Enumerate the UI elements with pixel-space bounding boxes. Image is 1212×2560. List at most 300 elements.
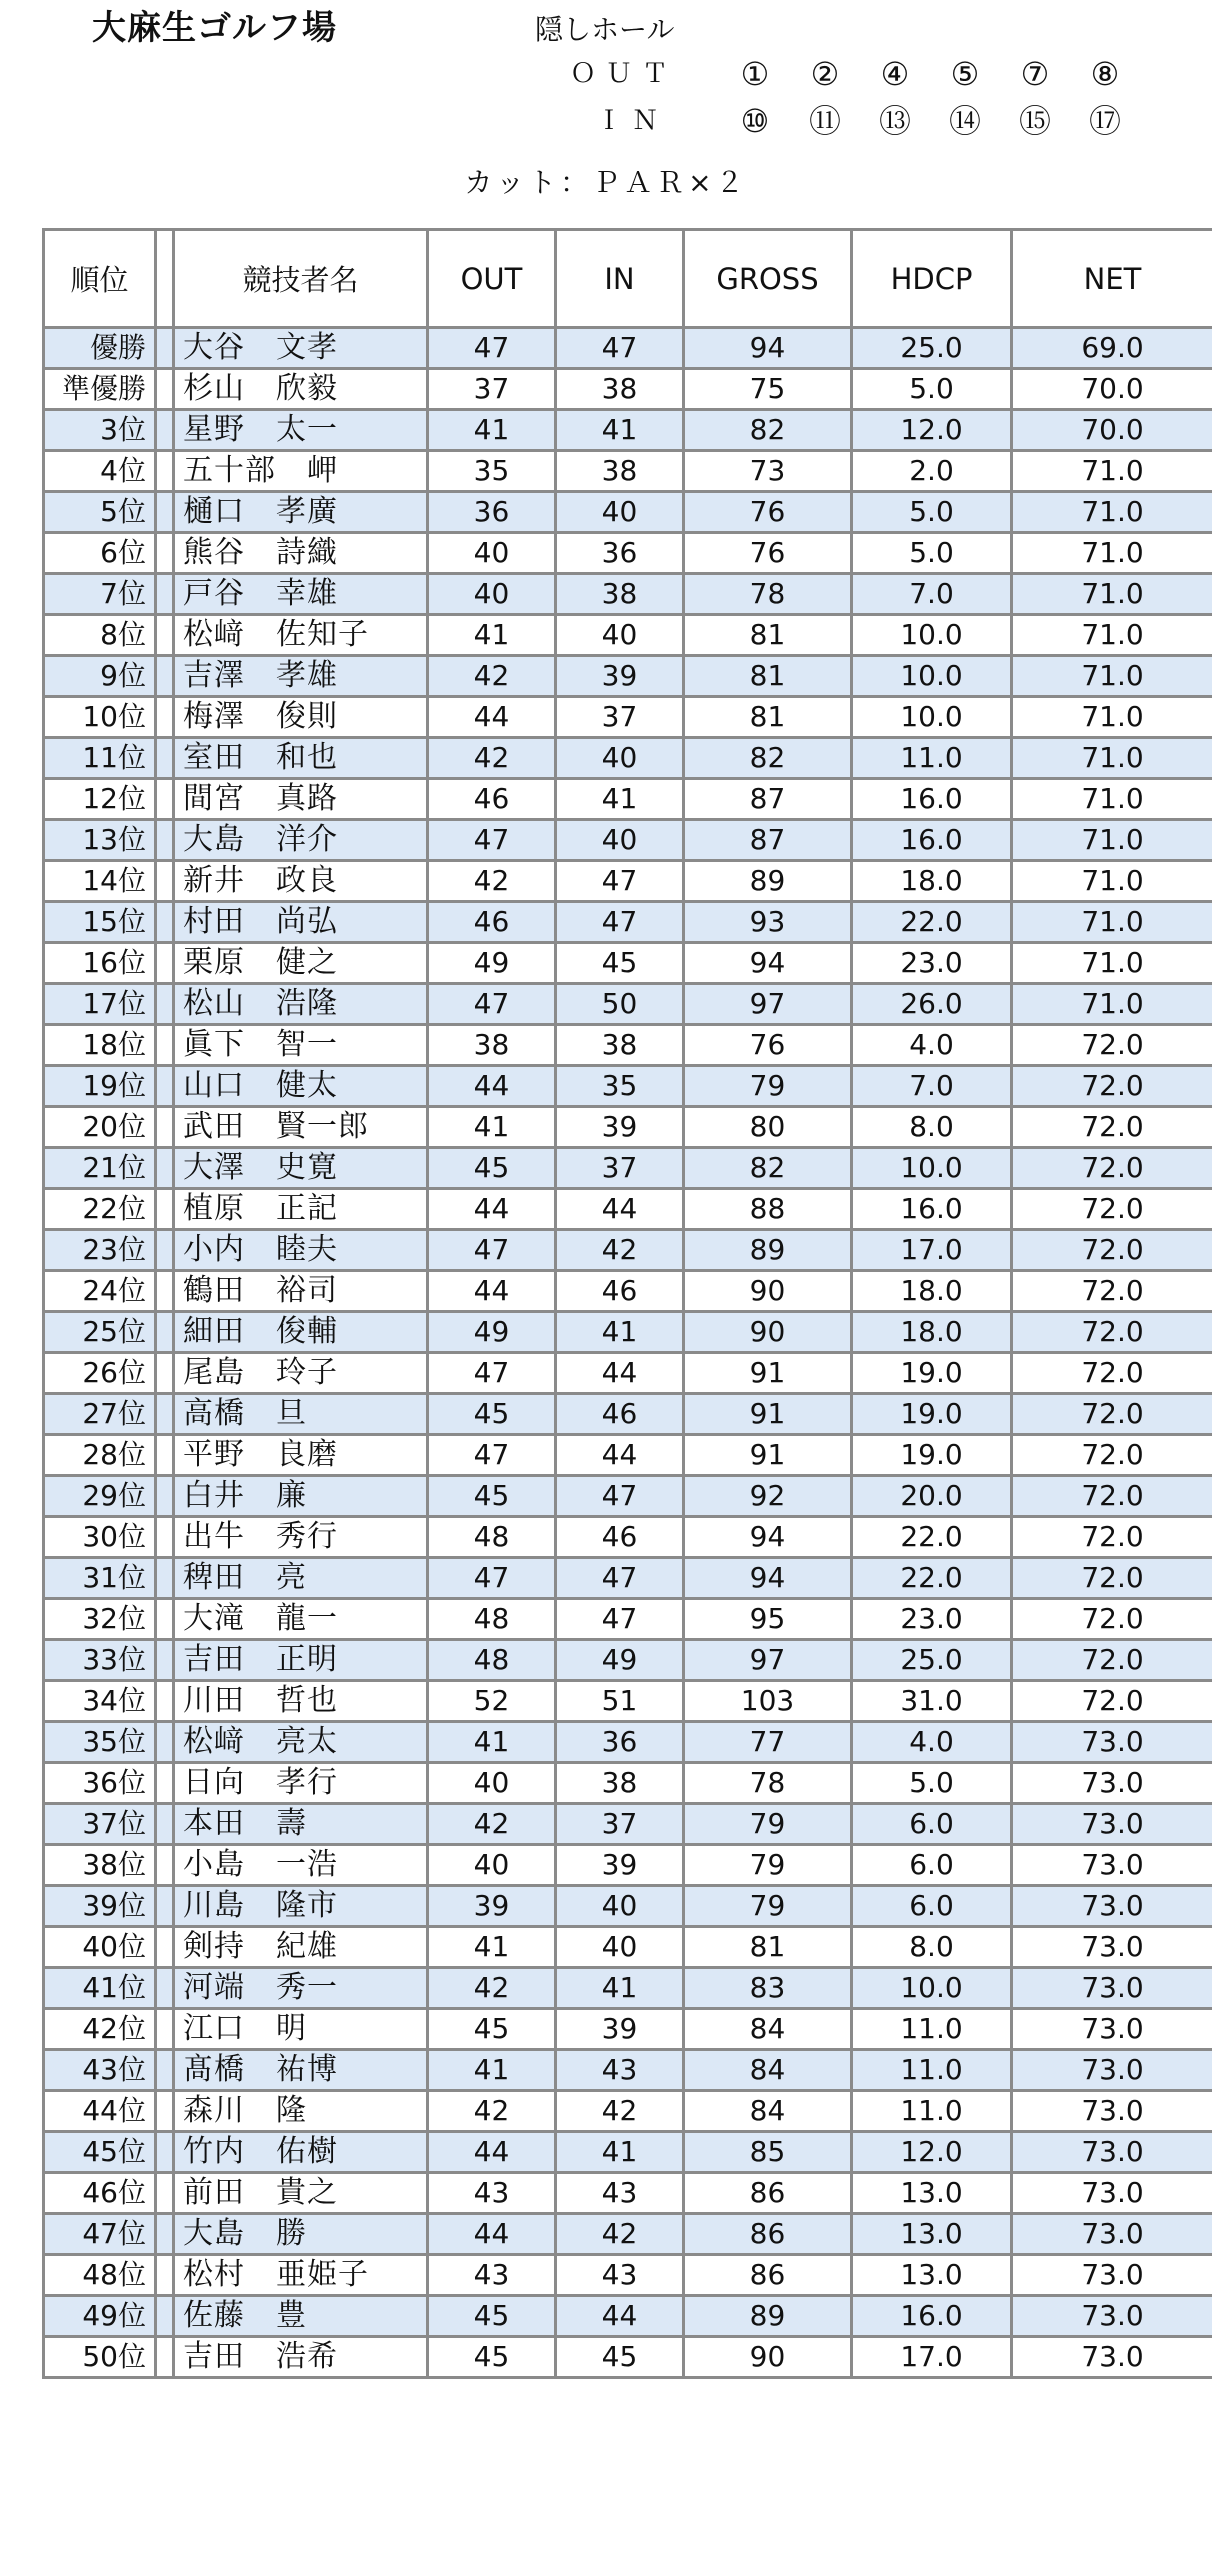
cell-in: 40 <box>556 615 684 656</box>
cell-hdcp: 23.0 <box>852 1599 1012 1640</box>
cell-out: 41 <box>428 1107 556 1148</box>
cell-competitor-name: 尾島 玲子 <box>174 1353 428 1394</box>
cell-in: 43 <box>556 2173 684 2214</box>
cell-in: 37 <box>556 1148 684 1189</box>
cell-hdcp: 13.0 <box>852 2255 1012 2296</box>
cell-rank: 6位 <box>44 533 156 574</box>
cell-rank: 31位 <box>44 1558 156 1599</box>
cell-rank: 16位 <box>44 943 156 984</box>
cell-rank: 42位 <box>44 2009 156 2050</box>
cell-net: 72.0 <box>1012 1681 1212 1722</box>
cell-gross: 89 <box>684 2296 852 2337</box>
cell-in: 47 <box>556 328 684 369</box>
table-row <box>44 1968 1212 2009</box>
cell-net: 73.0 <box>1012 1804 1212 1845</box>
cell-rank: 39位 <box>44 1886 156 1927</box>
cell-gross: 86 <box>684 2255 852 2296</box>
cell-gap <box>156 2296 174 2337</box>
table-row <box>44 1517 1212 1558</box>
cell-rank: 30位 <box>44 1517 156 1558</box>
cell-rank: 20位 <box>44 1107 156 1148</box>
cell-out: 44 <box>428 2132 556 2173</box>
cell-gross: 78 <box>684 1763 852 1804</box>
cell-net: 70.0 <box>1012 410 1212 451</box>
table-row <box>44 943 1212 984</box>
table-row <box>44 1148 1212 1189</box>
cell-rank: 4位 <box>44 451 156 492</box>
cell-out: 41 <box>428 2050 556 2091</box>
table-row <box>44 2173 1212 2214</box>
cell-gap <box>156 451 174 492</box>
cell-competitor-name: 細田 俊輔 <box>174 1312 428 1353</box>
cell-in: 36 <box>556 1722 684 1763</box>
cell-competitor-name: 吉澤 孝雄 <box>174 656 428 697</box>
cell-gap <box>156 1845 174 1886</box>
cell-out: 49 <box>428 943 556 984</box>
cell-competitor-name: 竹内 佑樹 <box>174 2132 428 2173</box>
cell-out: 41 <box>428 615 556 656</box>
cell-gap <box>156 902 174 943</box>
cell-gap <box>156 2173 174 2214</box>
cell-hdcp: 23.0 <box>852 943 1012 984</box>
cell-net: 71.0 <box>1012 902 1212 943</box>
header-in: IN <box>556 230 684 328</box>
cell-hdcp: 16.0 <box>852 2296 1012 2337</box>
cell-hdcp: 31.0 <box>852 1681 1012 1722</box>
cell-rank: 35位 <box>44 1722 156 1763</box>
table-row <box>44 615 1212 656</box>
cell-gross: 79 <box>684 1804 852 1845</box>
cell-gap <box>156 1558 174 1599</box>
table-row <box>44 1804 1212 1845</box>
cell-in: 44 <box>556 1189 684 1230</box>
cell-in: 40 <box>556 1886 684 1927</box>
hidden-hole-number: ④ <box>880 55 910 93</box>
cell-gap <box>156 1968 174 2009</box>
cell-competitor-name: 日向 孝行 <box>174 1763 428 1804</box>
cell-rank: 17位 <box>44 984 156 1025</box>
cell-gross: 76 <box>684 533 852 574</box>
cell-hdcp: 10.0 <box>852 615 1012 656</box>
cell-in: 51 <box>556 1681 684 1722</box>
cell-out: 40 <box>428 574 556 615</box>
cell-rank: 37位 <box>44 1804 156 1845</box>
cell-hdcp: 5.0 <box>852 533 1012 574</box>
cell-gap <box>156 2050 174 2091</box>
cell-gap <box>156 1886 174 1927</box>
cell-out: 41 <box>428 1927 556 1968</box>
cell-gross: 86 <box>684 2214 852 2255</box>
cell-in: 41 <box>556 410 684 451</box>
cell-competitor-name: 熊谷 詩織 <box>174 533 428 574</box>
cell-out: 47 <box>428 1435 556 1476</box>
hidden-hole-number: ⑪ <box>808 102 841 140</box>
cell-net: 71.0 <box>1012 615 1212 656</box>
cell-out: 45 <box>428 2296 556 2337</box>
cell-in: 46 <box>556 1517 684 1558</box>
cell-in: 36 <box>556 533 684 574</box>
table-row <box>44 328 1212 369</box>
cell-gap <box>156 779 174 820</box>
cell-competitor-name: 川田 哲也 <box>174 1681 428 1722</box>
cell-hdcp: 18.0 <box>852 1271 1012 1312</box>
cell-gross: 82 <box>684 738 852 779</box>
cell-in: 47 <box>556 861 684 902</box>
cell-gross: 91 <box>684 1353 852 1394</box>
header-gross: GROSS <box>684 230 852 328</box>
cell-rank: 33位 <box>44 1640 156 1681</box>
cell-gross: 92 <box>684 1476 852 1517</box>
cell-competitor-name: 松村 亜姫子 <box>174 2255 428 2296</box>
cell-net: 72.0 <box>1012 1189 1212 1230</box>
cell-competitor-name: 植原 正記 <box>174 1189 428 1230</box>
cell-out: 41 <box>428 410 556 451</box>
cell-rank: 25位 <box>44 1312 156 1353</box>
cell-net: 70.0 <box>1012 369 1212 410</box>
cell-out: 44 <box>428 1066 556 1107</box>
cell-out: 40 <box>428 533 556 574</box>
cell-gross: 84 <box>684 2091 852 2132</box>
cell-hdcp: 25.0 <box>852 328 1012 369</box>
cell-hdcp: 4.0 <box>852 1025 1012 1066</box>
cell-in: 37 <box>556 1804 684 1845</box>
in-label: ＩＮ <box>596 106 669 136</box>
hidden-hole-number: ⑮ <box>1018 102 1051 140</box>
cell-net: 73.0 <box>1012 1968 1212 2009</box>
cell-rank: 19位 <box>44 1066 156 1107</box>
cell-in: 47 <box>556 902 684 943</box>
cell-rank: 50位 <box>44 2337 156 2378</box>
cell-out: 44 <box>428 697 556 738</box>
cell-net: 71.0 <box>1012 533 1212 574</box>
cell-gross: 77 <box>684 1722 852 1763</box>
cell-hdcp: 11.0 <box>852 738 1012 779</box>
cell-hdcp: 5.0 <box>852 492 1012 533</box>
cell-hdcp: 8.0 <box>852 1107 1012 1148</box>
cell-hdcp: 11.0 <box>852 2050 1012 2091</box>
cell-gross: 78 <box>684 574 852 615</box>
cell-gap <box>156 1681 174 1722</box>
cell-gross: 80 <box>684 1107 852 1148</box>
cell-in: 44 <box>556 1435 684 1476</box>
cell-gross: 84 <box>684 2009 852 2050</box>
cell-competitor-name: 星野 太一 <box>174 410 428 451</box>
cell-gross: 103 <box>684 1681 852 1722</box>
table-row <box>44 2009 1212 2050</box>
cell-hdcp: 2.0 <box>852 451 1012 492</box>
cell-rank: 7位 <box>44 574 156 615</box>
cell-rank: 22位 <box>44 1189 156 1230</box>
cell-hdcp: 7.0 <box>852 574 1012 615</box>
cell-competitor-name: 梅澤 俊則 <box>174 697 428 738</box>
cell-net: 72.0 <box>1012 1394 1212 1435</box>
table-row <box>44 2255 1212 2296</box>
cell-gross: 97 <box>684 1640 852 1681</box>
cell-competitor-name: 本田 壽 <box>174 1804 428 1845</box>
cell-in: 37 <box>556 697 684 738</box>
cell-gap <box>156 2255 174 2296</box>
table-row <box>44 1025 1212 1066</box>
cell-competitor-name: 室田 和也 <box>174 738 428 779</box>
cell-net: 69.0 <box>1012 328 1212 369</box>
cell-gross: 84 <box>684 2050 852 2091</box>
cell-net: 72.0 <box>1012 1148 1212 1189</box>
cell-hdcp: 10.0 <box>852 656 1012 697</box>
cell-net: 73.0 <box>1012 2337 1212 2378</box>
cell-rank: 43位 <box>44 2050 156 2091</box>
cell-rank: 48位 <box>44 2255 156 2296</box>
hidden-hole-number: ① <box>740 55 770 93</box>
cell-in: 39 <box>556 1107 684 1148</box>
table-row <box>44 656 1212 697</box>
cell-in: 38 <box>556 1025 684 1066</box>
cell-gap <box>156 2009 174 2050</box>
cell-rank: 15位 <box>44 902 156 943</box>
cell-hdcp: 16.0 <box>852 779 1012 820</box>
cell-rank: 24位 <box>44 1271 156 1312</box>
table-row <box>44 1066 1212 1107</box>
cell-net: 73.0 <box>1012 1886 1212 1927</box>
cell-out: 42 <box>428 738 556 779</box>
cell-in: 47 <box>556 1599 684 1640</box>
cell-out: 40 <box>428 1845 556 1886</box>
cell-gross: 89 <box>684 1230 852 1271</box>
cell-rank: 18位 <box>44 1025 156 1066</box>
hidden-hole-number: ⑤ <box>950 55 980 93</box>
cell-competitor-name: 白井 廉 <box>174 1476 428 1517</box>
cell-net: 73.0 <box>1012 2132 1212 2173</box>
table-row <box>44 1189 1212 1230</box>
cell-net: 72.0 <box>1012 1107 1212 1148</box>
cell-competitor-name: 出牛 秀行 <box>174 1517 428 1558</box>
cell-gap <box>156 1517 174 1558</box>
table-row <box>44 410 1212 451</box>
cell-gross: 85 <box>684 2132 852 2173</box>
table-row <box>44 1845 1212 1886</box>
results-table <box>42 228 1212 2379</box>
table-row <box>44 1927 1212 1968</box>
cell-competitor-name: 松﨑 亮太 <box>174 1722 428 1763</box>
hidden-hole-number: ⑧ <box>1090 55 1120 93</box>
cell-out: 43 <box>428 2173 556 2214</box>
cell-rank: 優勝 <box>44 328 156 369</box>
cell-out: 44 <box>428 2214 556 2255</box>
cell-gap <box>156 1107 174 1148</box>
cell-in: 45 <box>556 2337 684 2378</box>
cell-gap <box>156 1927 174 1968</box>
cell-in: 41 <box>556 1968 684 2009</box>
cell-competitor-name: 小内 睦夫 <box>174 1230 428 1271</box>
cell-net: 72.0 <box>1012 1066 1212 1107</box>
table-row <box>44 1107 1212 1148</box>
cell-out: 52 <box>428 1681 556 1722</box>
cell-rank: 28位 <box>44 1435 156 1476</box>
cell-competitor-name: 髙橋 祐博 <box>174 2050 428 2091</box>
cell-out: 46 <box>428 779 556 820</box>
cell-rank: 29位 <box>44 1476 156 1517</box>
cell-net: 71.0 <box>1012 943 1212 984</box>
cell-gap <box>156 656 174 697</box>
cell-competitor-name: 稗田 亮 <box>174 1558 428 1599</box>
cell-net: 73.0 <box>1012 2091 1212 2132</box>
cell-gross: 76 <box>684 492 852 533</box>
cell-gross: 89 <box>684 861 852 902</box>
cell-gap <box>156 2214 174 2255</box>
cell-gap <box>156 1640 174 1681</box>
cell-rank: 38位 <box>44 1845 156 1886</box>
cell-in: 42 <box>556 2214 684 2255</box>
cell-competitor-name: 武田 賢一郎 <box>174 1107 428 1148</box>
cell-in: 44 <box>556 2296 684 2337</box>
hidden-hole-number: ⑦ <box>1020 55 1050 93</box>
cell-net: 72.0 <box>1012 1271 1212 1312</box>
cell-gross: 94 <box>684 1558 852 1599</box>
cell-hdcp: 6.0 <box>852 1804 1012 1845</box>
cell-gross: 81 <box>684 1927 852 1968</box>
cell-out: 39 <box>428 1886 556 1927</box>
cell-rank: 13位 <box>44 820 156 861</box>
cell-out: 45 <box>428 1148 556 1189</box>
hidden-hole-number: ⑰ <box>1088 102 1121 140</box>
cell-gap <box>156 697 174 738</box>
cell-rank: 45位 <box>44 2132 156 2173</box>
cell-out: 47 <box>428 1558 556 1599</box>
cell-in: 45 <box>556 943 684 984</box>
cell-net: 72.0 <box>1012 1640 1212 1681</box>
cell-hdcp: 17.0 <box>852 2337 1012 2378</box>
cell-gap <box>156 738 174 779</box>
cell-gap <box>156 1230 174 1271</box>
cell-competitor-name: 戸谷 幸雄 <box>174 574 428 615</box>
cell-competitor-name: 吉田 正明 <box>174 1640 428 1681</box>
cell-hdcp: 22.0 <box>852 1558 1012 1599</box>
cell-net: 73.0 <box>1012 1763 1212 1804</box>
cell-competitor-name: 剣持 紀雄 <box>174 1927 428 1968</box>
cell-hdcp: 22.0 <box>852 1517 1012 1558</box>
cell-gap <box>156 1271 174 1312</box>
table-row <box>44 861 1212 902</box>
cell-hdcp: 5.0 <box>852 369 1012 410</box>
cell-gap <box>156 820 174 861</box>
cell-gap <box>156 1599 174 1640</box>
cell-competitor-name: 佐藤 豊 <box>174 2296 428 2337</box>
hidden-hole-number: ⑭ <box>948 102 981 140</box>
cell-competitor-name: 間宮 真路 <box>174 779 428 820</box>
cell-gap <box>156 1312 174 1353</box>
cell-out: 41 <box>428 1722 556 1763</box>
cell-gap <box>156 1148 174 1189</box>
out-hidden-holes <box>0 50 1212 98</box>
table-header-row <box>44 230 1212 328</box>
cell-in: 39 <box>556 656 684 697</box>
cell-gross: 83 <box>684 1968 852 2009</box>
cell-out: 44 <box>428 1271 556 1312</box>
table-row <box>44 2091 1212 2132</box>
cell-rank: 8位 <box>44 615 156 656</box>
cell-out: 42 <box>428 1804 556 1845</box>
cell-competitor-name: 大島 勝 <box>174 2214 428 2255</box>
cell-rank: 10位 <box>44 697 156 738</box>
cell-competitor-name: 新井 政良 <box>174 861 428 902</box>
cell-in: 46 <box>556 1394 684 1435</box>
cell-competitor-name: 眞下 智一 <box>174 1025 428 1066</box>
cell-gross: 90 <box>684 1271 852 1312</box>
cell-net: 73.0 <box>1012 2214 1212 2255</box>
table-row <box>44 451 1212 492</box>
cell-competitor-name: 河端 秀一 <box>174 1968 428 2009</box>
cell-net: 73.0 <box>1012 1927 1212 1968</box>
cell-hdcp: 22.0 <box>852 902 1012 943</box>
cell-gap <box>156 1763 174 1804</box>
table-row <box>44 1681 1212 1722</box>
cell-rank: 21位 <box>44 1148 156 1189</box>
cell-in: 43 <box>556 2050 684 2091</box>
cell-gap <box>156 615 174 656</box>
cell-in: 47 <box>556 1476 684 1517</box>
cell-in: 50 <box>556 984 684 1025</box>
cell-hdcp: 18.0 <box>852 861 1012 902</box>
cell-hdcp: 25.0 <box>852 1640 1012 1681</box>
table-row <box>44 492 1212 533</box>
header-name: 競技者名 <box>174 230 428 328</box>
cell-net: 72.0 <box>1012 1230 1212 1271</box>
cell-competitor-name: 吉田 浩希 <box>174 2337 428 2378</box>
cell-gap <box>156 1353 174 1394</box>
cell-in: 47 <box>556 1558 684 1599</box>
cell-net: 71.0 <box>1012 738 1212 779</box>
cell-gap <box>156 492 174 533</box>
out-label: ＯＵＴ <box>570 59 679 89</box>
cell-out: 42 <box>428 656 556 697</box>
cell-competitor-name: 栗原 健之 <box>174 943 428 984</box>
cell-net: 72.0 <box>1012 1599 1212 1640</box>
cell-gap <box>156 984 174 1025</box>
cell-net: 73.0 <box>1012 1845 1212 1886</box>
cell-net: 72.0 <box>1012 1558 1212 1599</box>
cell-rank: 3位 <box>44 410 156 451</box>
table-row <box>44 2296 1212 2337</box>
cell-in: 43 <box>556 2255 684 2296</box>
cell-gross: 91 <box>684 1435 852 1476</box>
cell-hdcp: 20.0 <box>852 1476 1012 1517</box>
cell-competitor-name: 江口 明 <box>174 2009 428 2050</box>
table-row <box>44 820 1212 861</box>
cell-gross: 82 <box>684 1148 852 1189</box>
cell-in: 38 <box>556 1763 684 1804</box>
cell-out: 45 <box>428 2009 556 2050</box>
cell-gross: 79 <box>684 1886 852 1927</box>
cell-rank: 26位 <box>44 1353 156 1394</box>
cell-hdcp: 6.0 <box>852 1886 1012 1927</box>
cell-in: 40 <box>556 1927 684 1968</box>
cell-out: 45 <box>428 1476 556 1517</box>
table-row <box>44 2050 1212 2091</box>
cell-rank: 32位 <box>44 1599 156 1640</box>
cell-rank: 23位 <box>44 1230 156 1271</box>
table-row <box>44 1476 1212 1517</box>
cell-gross: 81 <box>684 615 852 656</box>
cell-out: 43 <box>428 2255 556 2296</box>
cell-out: 40 <box>428 1763 556 1804</box>
cell-gap <box>156 533 174 574</box>
cell-out: 38 <box>428 1025 556 1066</box>
cell-hdcp: 26.0 <box>852 984 1012 1025</box>
table-row <box>44 1886 1212 1927</box>
cell-rank: 46位 <box>44 2173 156 2214</box>
cell-hdcp: 11.0 <box>852 2091 1012 2132</box>
cell-gross: 94 <box>684 943 852 984</box>
cell-out: 48 <box>428 1599 556 1640</box>
